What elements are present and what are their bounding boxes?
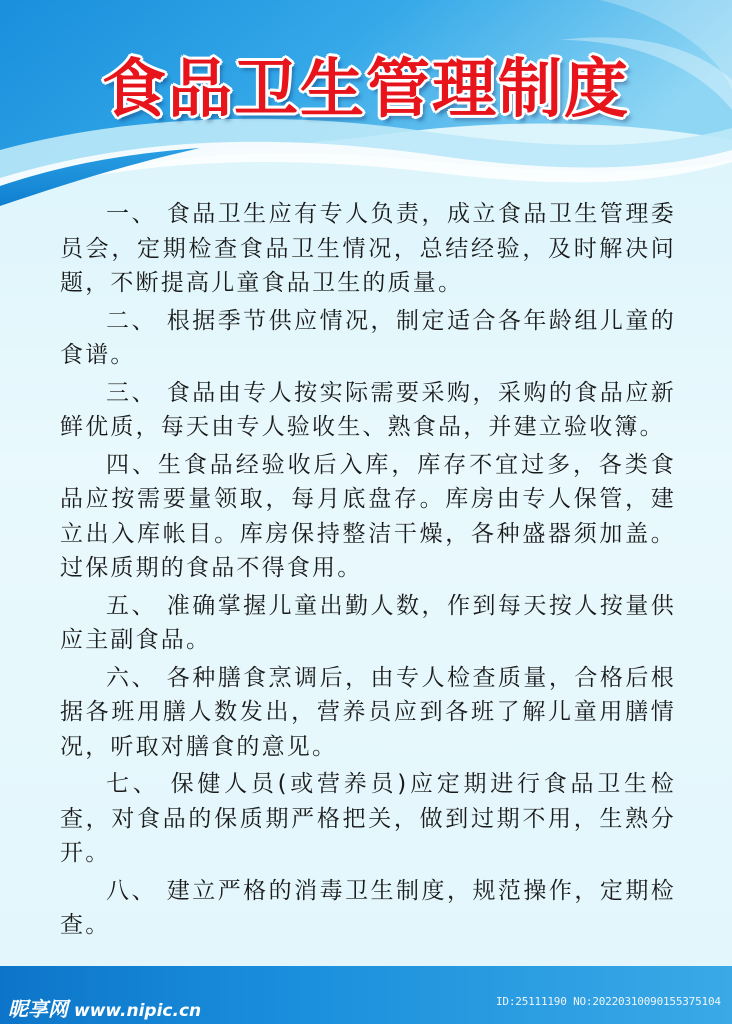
watermark-site: www.nipic.cn — [74, 1001, 202, 1021]
rule-paragraph-1: 一、 食品卫生应有专人负责，成立食品卫生管理委员会，定期检查食品卫生情况，总结经验，及时解决问题，不断提高儿童食品卫生的质量。 — [60, 201, 676, 296]
rule-paragraph-7: 七、 保健人员(或营养员)应定期进行食品卫生检查，对食品的保质期严格把关，做到过期不用，生熟分开。 — [60, 771, 676, 866]
rule-paragraph-2: 二、 根据季节供应情况，制定适合各年龄组儿童的食谱。 — [60, 307, 676, 368]
rule-paragraph-3: 三、 食品由专人按实际需要采购，采购的食品应新鲜优质，每天由专人验收生、熟食品，并建立验收簿。 — [60, 379, 676, 440]
watermark-id: ID:25111190 NO:20220310090155375104 — [496, 995, 721, 1008]
watermark-logo — [8, 993, 201, 1022]
rule-paragraph-5: 五、 准确掌握儿童出勤人数，作到每天按人按量供应主副食品。 — [60, 592, 676, 653]
rules-body — [60, 197, 676, 946]
rule-paragraph-4: 四、生食品经验收后入库，库存不宜过多，各类食品应按需要量领取，每月底盘存。库房由专人保管，建立出入库帐目。库房保持整洁干燥，各种盛器须加盖。过保质期的食品不得食用。 — [60, 451, 676, 581]
rule-paragraph-8: 八、 建立严格的消毒卫生制度，规范操作，定期检查。 — [60, 877, 676, 938]
rule-paragraph-6: 六、 各种膳食烹调后，由专人检查质量，合格后根据各班用膳人数发出，营养员应到各班了解儿童用膳情况，听取对膳食的意见。 — [60, 664, 676, 760]
poster-title: 食品卫生管理制度 — [102, 53, 630, 127]
watermark-brand: 昵享网 — [8, 997, 68, 1021]
